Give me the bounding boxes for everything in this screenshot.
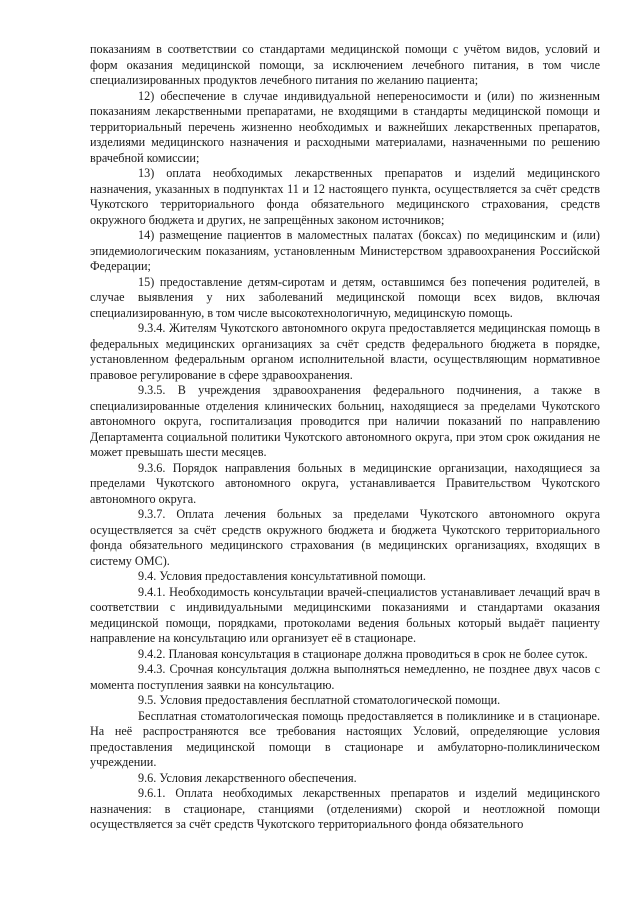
paragraph-item-13: 13) оплата необходимых лекарственных препаратов и изделий медицинского назначения, указанных в подпунктах 11 и 12 настоящего пункта, осуществляется за счёт средств Чукотского территориального фонда обязательного медицинского страхования, средств окружного бюджета и других, не запрещённых законом источников; bbox=[90, 166, 600, 227]
paragraph-item-15: 15) предоставление детям-сиротам и детям, оставшимся без попечения родителей, в случае выявления у них заболеваний медицинской помощи всех видов, включая специализированную, в том числе высокотехнологичную, медицинскую помощь. bbox=[90, 274, 600, 320]
paragraph-9-3-4: 9.3.4. Жителям Чукотского автономного округа предоставляется медицинская помощь в федеральных медицинских организациях за счёт средств федерального бюджета в порядке, установленном федеральным органом исполнительной власти, осуществляющим нормативное правовое регулирование в сфере здравоохранения. bbox=[90, 321, 600, 382]
paragraph-continuation: показаниям в соответствии со стандартами медицинской помощи с учётом видов, условий и форм оказания медицинской помощи, за исключением лечебного питания, в том числе специализированных продуктов лечебного питания по желанию пациента; bbox=[90, 42, 600, 87]
paragraph-9-6-1: 9.6.1. Оплата необходимых лекарственных препаратов и изделий медицинского назначения: в стационаре, станциями (отделениями) скорой и неотложной помощи осуществляется за счёт средств Чукотского территориального фонда обязательного bbox=[90, 786, 600, 831]
paragraph-9-4-2: 9.4.2. Плановая консультация в стационаре должна проводиться в срок не более суток. bbox=[138, 646, 588, 661]
paragraph-dental-care: Бесплатная стоматологическая помощь предоставляется в поликлинике и в стационаре. На неё распространяются все требования настоящих Условий, определяющие условия предоставления медицинской помощи в стационаре и амбулаторно-поликлиническом учреждении. bbox=[90, 708, 600, 769]
paragraph-9-4-1: 9.4.1. Необходимость консультации врачей-специалистов устанавливает лечащий врач в соответствии с индивидуальными медицинскими показаниями и стандартами оказания медицинской помощи, порядками, протоколами ведения больных который выдаёт пациенту направление на консультацию или организует её в стационаре. bbox=[90, 584, 600, 645]
paragraph-9-3-6: 9.3.6. Порядок направления больных в медицинские организации, находящиеся за пределами Чукотского автономного округа, устанавливается Правительством Чукотского автономного округа. bbox=[90, 460, 600, 506]
paragraph-item-12: 12) обеспечение в случае индивидуальной непереносимости и (или) по жизненным показаниям лекарственными препаратами, не входящими в стандарты медицинской помощи и территориальный перечень жизненно необходимых и важнейших лекарственных препаратов, изделиями медицинского назначения и расходными материалами, назначенными по решению врачебной комиссии; bbox=[90, 88, 600, 165]
paragraph-9-4-3: 9.4.3. Срочная консультация должна выполняться немедленно, не позднее двух часов с момента поступления заявки на консультацию. bbox=[90, 662, 600, 692]
paragraph-item-14: 14) размещение пациентов в маломестных палатах (боксах) по медицинским и (или) эпидемиологическим показаниям, установленным Министерством здравоохранения Российской Федерации; bbox=[90, 228, 600, 273]
section-heading-9-6: 9.6. Условия лекарственного обеспечения. bbox=[138, 770, 357, 785]
section-heading-9-5: 9.5. Условия предоставления бесплатной стоматологической помощи. bbox=[138, 693, 501, 707]
document-body bbox=[90, 42, 600, 833]
paragraph-9-3-5: 9.3.5. В учреждения здравоохранения федерального подчинения, а также в специализированные отделения клинических больниц, находящиеся за пределами Чукотского автономного округа, госпитализация проводится при наличии показаний по направлению Департамента социальной политики Чукотского автономного округа, при этом срок ожидания не может превышать шести месяцев. bbox=[90, 383, 600, 459]
section-heading-9-4: 9.4. Условия предоставления консультативной помощи. bbox=[138, 569, 426, 583]
paragraph-9-3-7: 9.3.7. Оплата лечения больных за пределами Чукотского автономного округа осуществляется за счёт средств окружного бюджета и бюджета Чукотского территориального фонда обязательного медицинского страхования (в медицинских организациях, входящих в систему ОМС). bbox=[90, 507, 600, 568]
